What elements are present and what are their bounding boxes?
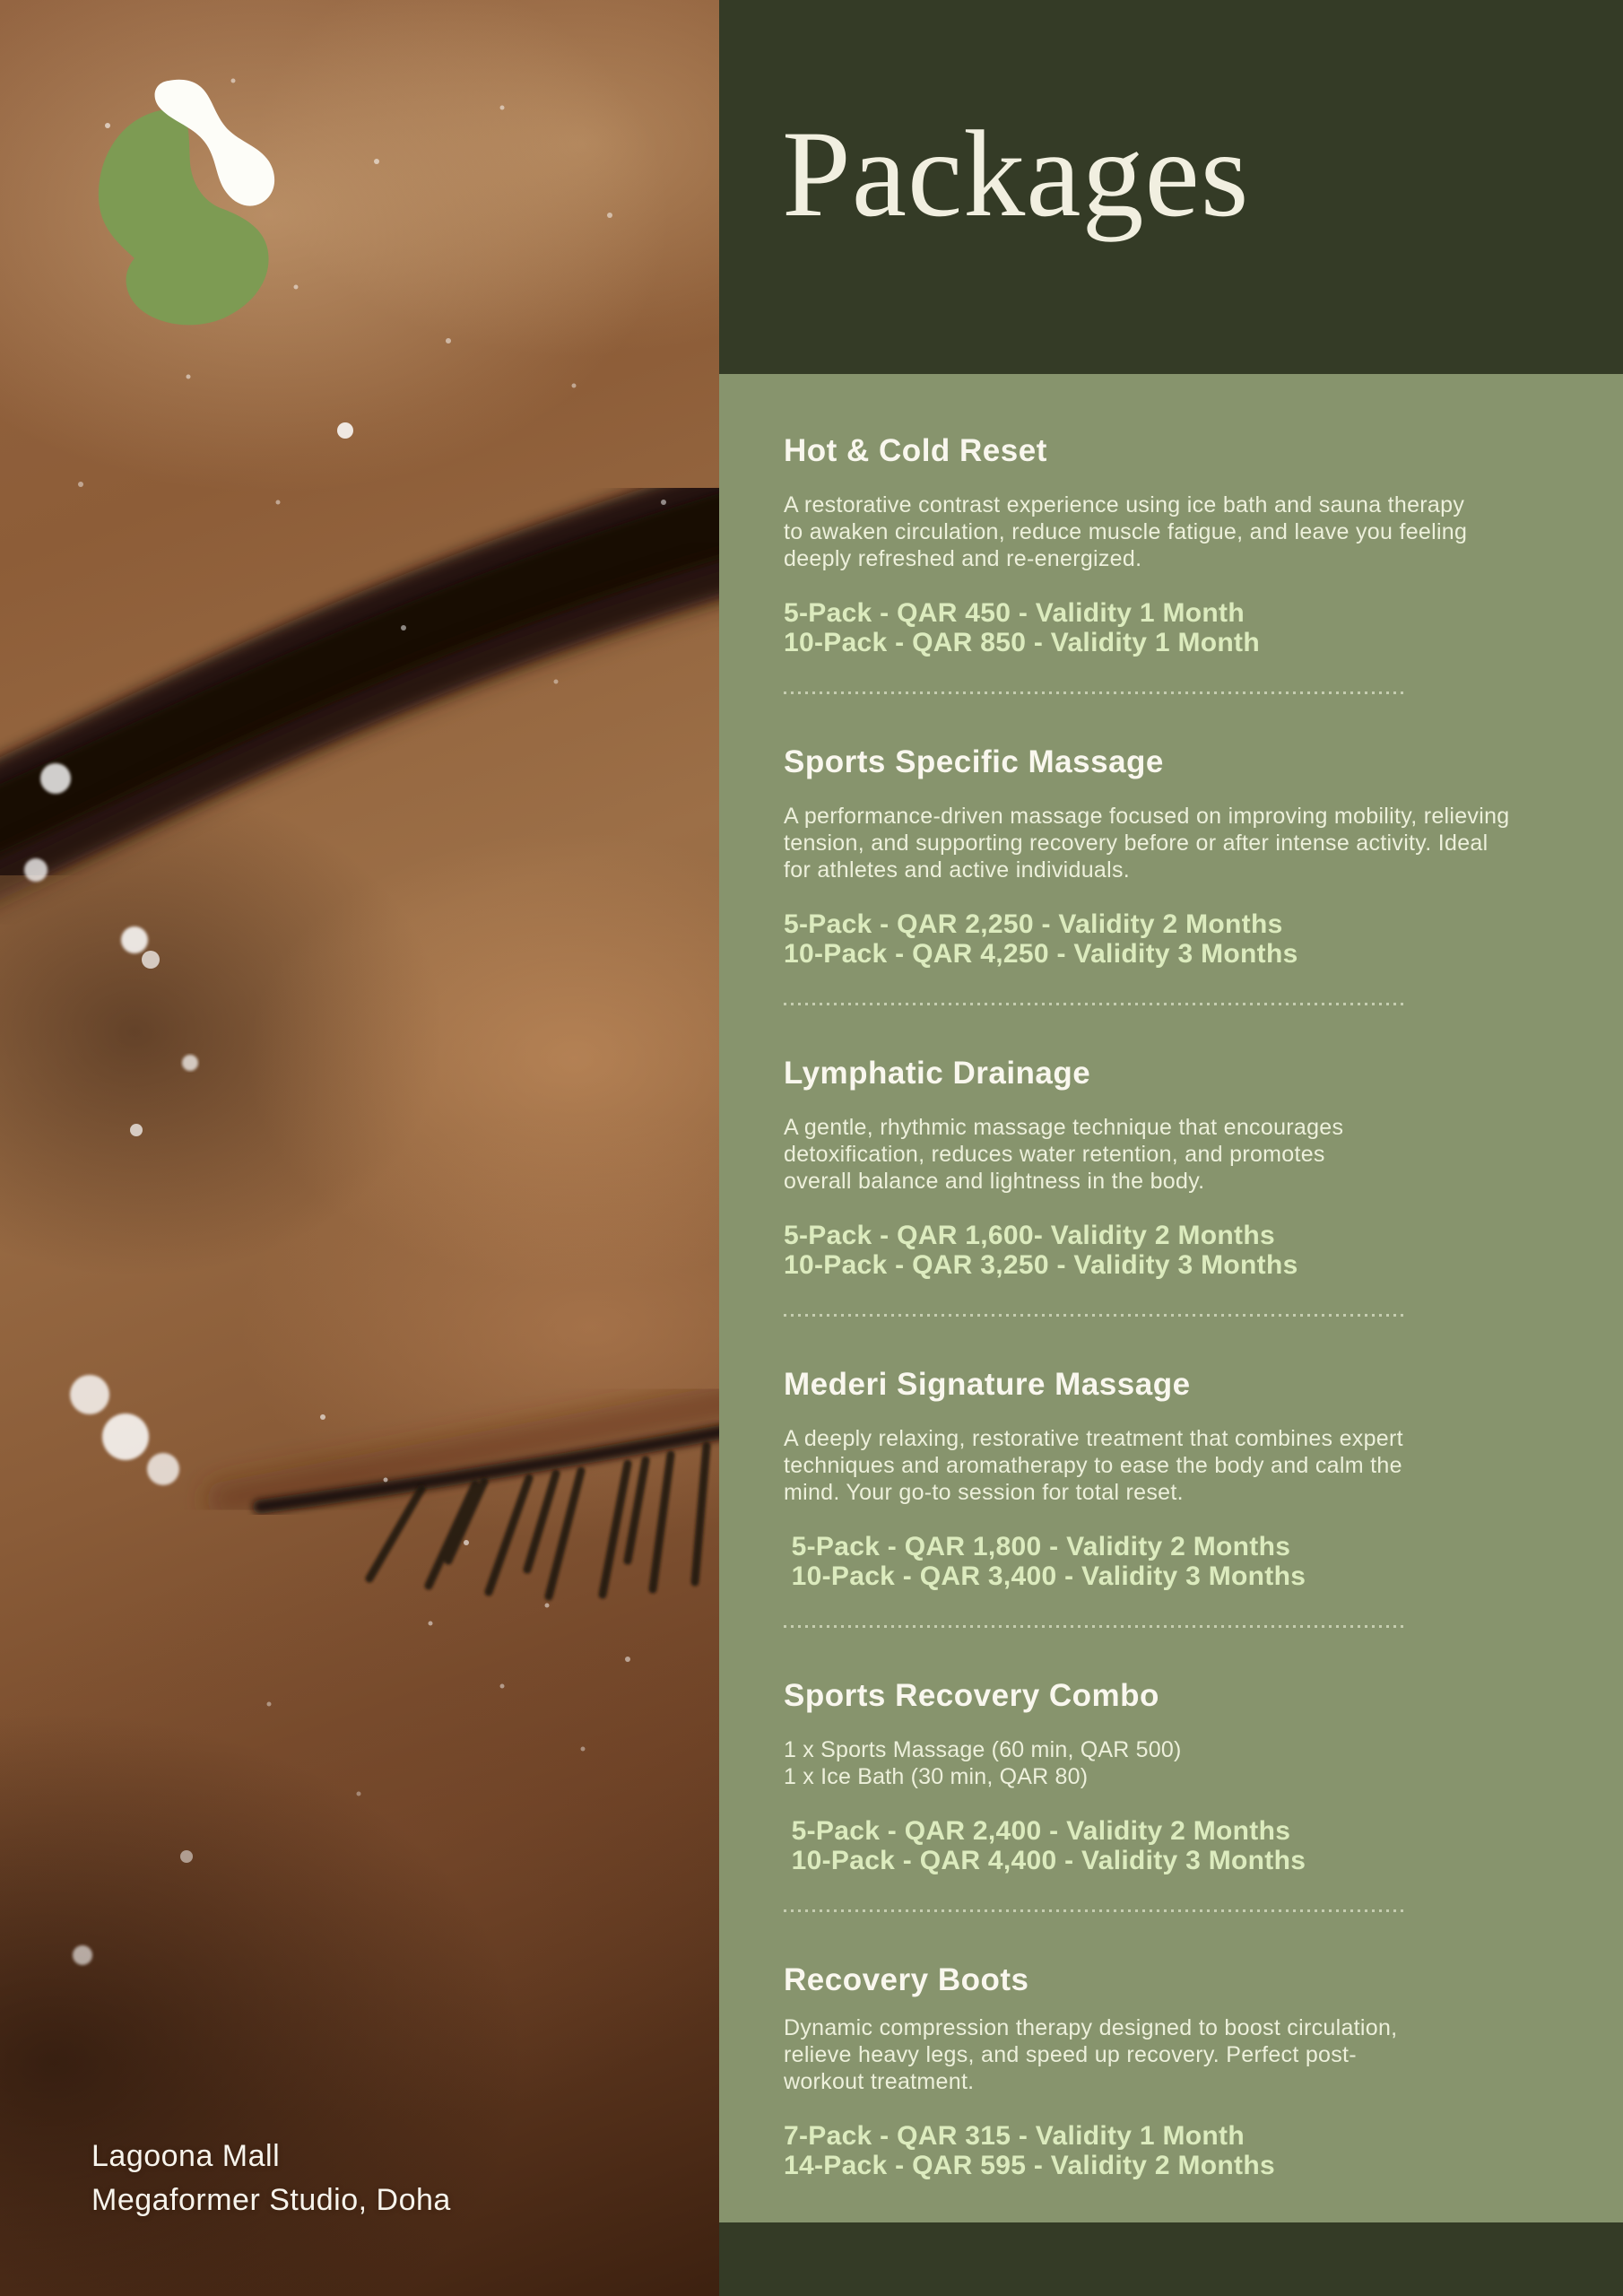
package-prices (784, 1532, 1585, 1591)
panel-header (719, 0, 1623, 374)
description-line: tension, and supporting recovery before or after intense activity. Ideal (784, 831, 1488, 856)
description-line: techniques and aromatherapy to ease the body and calm the (784, 1453, 1402, 1478)
packages-panel (719, 0, 1623, 2296)
section-divider (784, 1314, 1404, 1317)
face-photo (0, 0, 719, 2296)
package-description (784, 1425, 1585, 1506)
included-item-line: 1 x Ice Bath (30 min, QAR 80) (784, 1764, 1089, 1789)
photo-detail-art (0, 0, 719, 2296)
packages-list (719, 374, 1623, 2222)
price-line: 5-Pack - QAR 450 - Validity 1 Month (784, 598, 1245, 628)
package-description (784, 2014, 1585, 2095)
package-included-items (784, 1736, 1585, 1790)
package-title: Lymphatic Drainage (784, 1056, 1091, 1091)
package-section-recovery-boots (784, 1962, 1585, 2180)
price-line: 10-Pack - QAR 4,250 - Validity 3 Months (784, 939, 1298, 969)
section-divider (784, 691, 1404, 694)
package-prices (784, 2121, 1585, 2180)
eyebrow-shape (0, 516, 719, 892)
footer-line-2: Megaformer Studio, Doha (91, 2183, 451, 2217)
price-line: 7-Pack - QAR 315 - Validity 1 Month (784, 2121, 1245, 2151)
package-section-sports-specific-massage (784, 744, 1585, 969)
price-line: 10-Pack - QAR 3,250 - Validity 3 Months (784, 1250, 1298, 1280)
description-line: A restorative contrast experience using ice bath and sauna therapy (784, 492, 1465, 517)
description-line: A deeply relaxing, restorative treatment that combines expert (784, 1426, 1403, 1451)
brand-logo (99, 80, 274, 326)
package-prices (784, 1816, 1585, 1875)
package-title: Hot & Cold Reset (784, 433, 1047, 468)
price-line: 5-Pack - QAR 1,600- Validity 2 Months (784, 1221, 1275, 1250)
closed-eye-lashes (224, 1399, 719, 1596)
package-title: Recovery Boots (784, 1962, 1029, 1997)
price-line: 5-Pack - QAR 1,800 - Validity 2 Months (784, 1532, 1291, 1561)
description-line: mind. Your go-to session for total reset. (784, 1480, 1184, 1505)
package-prices (784, 1221, 1585, 1280)
package-description (784, 1114, 1585, 1195)
description-line: detoxification, reduces water retention, and promotes (784, 1142, 1325, 1167)
price-line: 5-Pack - QAR 2,250 - Validity 2 Months (784, 909, 1283, 939)
bottom-accent-strip (719, 2222, 1623, 2296)
price-line: 10-Pack - QAR 3,400 - Validity 3 Months (784, 1561, 1306, 1591)
package-prices (784, 598, 1585, 657)
description-line: for athletes and active individuals. (784, 857, 1131, 883)
description-line: workout treatment. (784, 2069, 975, 2094)
package-section-lymphatic-drainage (784, 1056, 1585, 1280)
package-section-hot-cold-reset (784, 433, 1585, 657)
included-item-line: 1 x Sports Massage (60 min, QAR 500) (784, 1737, 1182, 1762)
skin-sparkles (78, 79, 666, 1796)
package-description (784, 491, 1585, 572)
description-line: relieve heavy legs, and speed up recovery. Perfect post- (784, 2042, 1357, 2067)
price-line: 5-Pack - QAR 2,400 - Validity 2 Months (784, 1816, 1291, 1846)
package-section-mederi-signature-massage (784, 1367, 1585, 1591)
description-line: A gentle, rhythmic massage technique that encourages (784, 1115, 1344, 1140)
section-divider (784, 1625, 1404, 1628)
description-line: A performance-driven massage focused on improving mobility, relieving (784, 804, 1510, 829)
footer-line-1: Lagoona Mall (91, 2139, 281, 2173)
package-title: Sports Recovery Combo (784, 1678, 1159, 1713)
price-line: 10-Pack - QAR 4,400 - Validity 3 Months (784, 1846, 1306, 1875)
package-prices (784, 909, 1585, 969)
section-divider (784, 1909, 1404, 1912)
section-divider (784, 1003, 1404, 1005)
package-title: Mederi Signature Massage (784, 1367, 1191, 1402)
price-line: 14-Pack - QAR 595 - Validity 2 Months (784, 2151, 1275, 2180)
location-footer (91, 2135, 451, 2222)
package-title: Sports Specific Massage (784, 744, 1164, 779)
description-line: Dynamic compression therapy designed to boost circulation, (784, 2015, 1398, 2040)
description-line: deeply refreshed and re-energized. (784, 546, 1142, 571)
description-line: to awaken circulation, reduce muscle fatigue, and leave you feeling (784, 519, 1468, 544)
package-description (784, 803, 1585, 883)
package-section-sports-recovery-combo (784, 1678, 1585, 1875)
page-title: Packages (782, 105, 1250, 242)
description-line: overall balance and lightness in the body. (784, 1169, 1205, 1194)
price-line: 10-Pack - QAR 850 - Validity 1 Month (784, 628, 1260, 657)
